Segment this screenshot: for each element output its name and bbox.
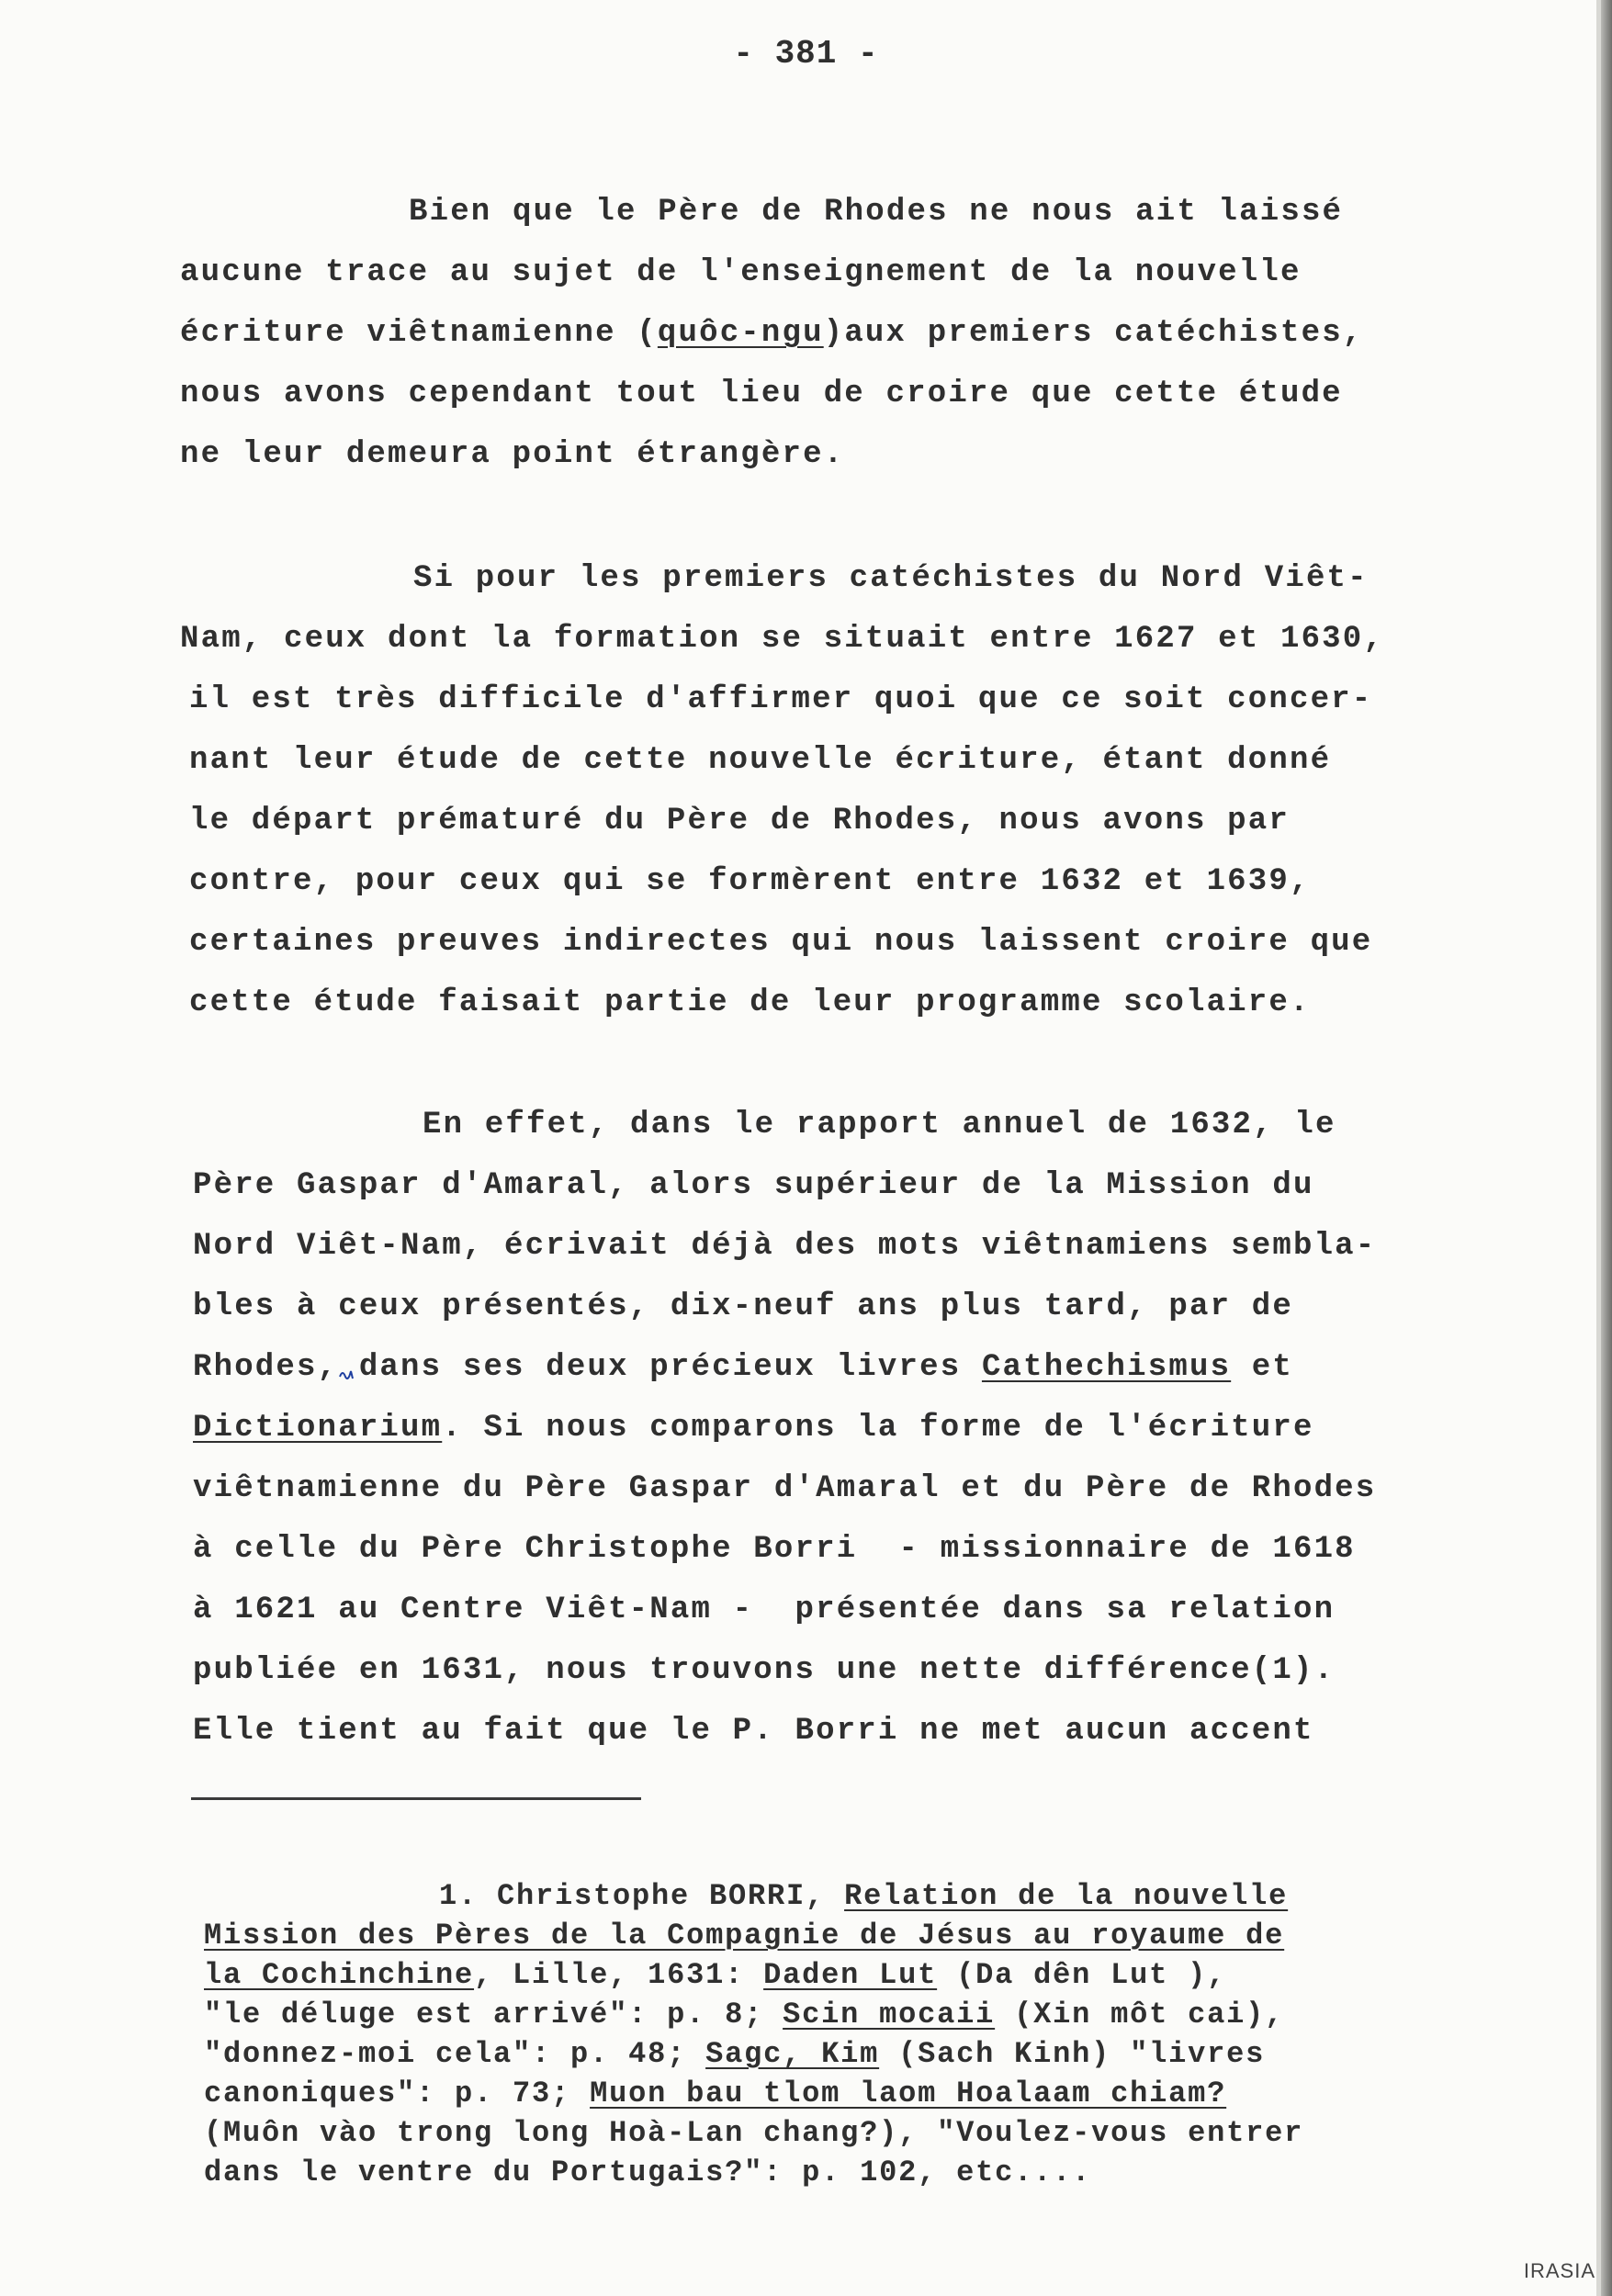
paragraph-1-line-1: Bien que le Père de Rhodes ne nous ait laissé [409,195,1344,230]
footnote-line-1: 1. Christophe BORRI, Relation de la nouvelle [439,1879,1289,1913]
footnote-line-4: "le déluge est arrivé": p. 8; Scin mocaii (Xin môt cai), [204,1998,1285,2032]
quoc-ngu-term: quôc-ngu [657,316,824,351]
paragraph-1-line-5: ne leur demeura point étrangère. [180,437,845,472]
footnote-line-5: "donnez-moi cela": p. 48; Sagc, Kim (Sach Kinh) "livres [204,2037,1266,2071]
paragraph-3-line-9: à 1621 au Centre Viêt-Nam - présentée dans sa relation [193,1593,1336,1627]
paragraph-2-line-2: Nam, ceux dont la formation se situait entre 1627 et 1630, [180,622,1384,657]
cathechismus-title: Cathechismus [981,1350,1232,1385]
paragraph-3-line-1: En effet, dans le rapport annuel de 1632, le [423,1108,1336,1142]
paragraph-2-line-5: le départ prématuré du Père de Rhodes, nous avons par [189,804,1290,838]
paragraph-2-line-3: il est très difficile d'affirmer quoi que ce soit concer- [189,682,1373,717]
watermark-label: IRASIA [1523,2259,1595,2282]
dictionarium-title: Dictionarium [193,1411,443,1446]
paragraph-2-line-7: certaines preuves indirectes qui nous laissent croire que [189,925,1373,960]
paragraph-3-line-10: publiée en 1631, nous trouvons une nette différence(1). [193,1653,1336,1688]
footnote-separator [191,1797,641,1800]
footnote-line-7: (Muôn vào trong long Hoà-Lan chang?), "Voulez-vous entrer [204,2116,1304,2150]
footnote-line-3: la Cochinchine, Lille, 1631: Daden Lut (Da dên Lut ), [204,1958,1227,1992]
page-edge [1601,0,1612,2296]
footnote-line-8: dans le ventre du Portugais?": p. 102, etc.... [204,2155,1092,2189]
page-number: - 381 - [733,35,879,73]
footnote-line-2: Mission des Pères de la Compagnie de Jésus au royaume de [204,1919,1285,1953]
paragraph-1-line-2: aucune trace au sujet de l'enseignement de la nouvelle [180,255,1302,290]
paragraph-1-line-4: nous avons cependant tout lieu de croire que cette étude [180,377,1343,411]
paragraph-2-line-1: Si pour les premiers catéchistes du Nord Viêt- [413,561,1369,596]
paragraph-2-line-8: cette étude faisait partie de leur programme scolaire. [189,985,1311,1020]
paragraph-2-line-6: contre, pour ceux qui se formèrent entre 1632 et 1639, [189,864,1311,899]
paragraph-3-line-2: Père Gaspar d'Amaral, alors supérieur de la Mission du [193,1168,1314,1203]
paragraph-3-line-8: à celle du Père Christophe Borri - missionnaire de 1618 [193,1532,1356,1567]
paragraph-3-line-4: bles à ceux présentés, dix-neuf ans plus tard, par de [193,1289,1293,1324]
ink-mark-icon [338,1366,355,1384]
paragraph-3-line-5: Rhodes, dans ses deux précieux livres Cathechismus et [193,1350,1293,1385]
paragraph-3-line-7: viêtnamienne du Père Gaspar d'Amaral et du Père de Rhodes [193,1471,1377,1506]
paragraph-3-line-6: Dictionarium. Si nous comparons la forme de l'écriture [193,1411,1314,1446]
paragraph-3-line-3: Nord Viêt-Nam, écrivait déjà des mots viêtnamiens sembla- [193,1229,1377,1264]
paragraph-2-line-4: nant leur étude de cette nouvelle écriture, étant donné [189,743,1332,778]
footnote-line-6: canoniques": p. 73; Muon bau tlom laom Hoalaam chiam? [204,2077,1227,2110]
paragraph-1-line-3: écriture viêtnamienne (quôc-ngu)aux premiers catéchistes, [180,316,1364,351]
paragraph-3-line-11: Elle tient au fait que le P. Borri ne met aucun accent [193,1714,1314,1749]
